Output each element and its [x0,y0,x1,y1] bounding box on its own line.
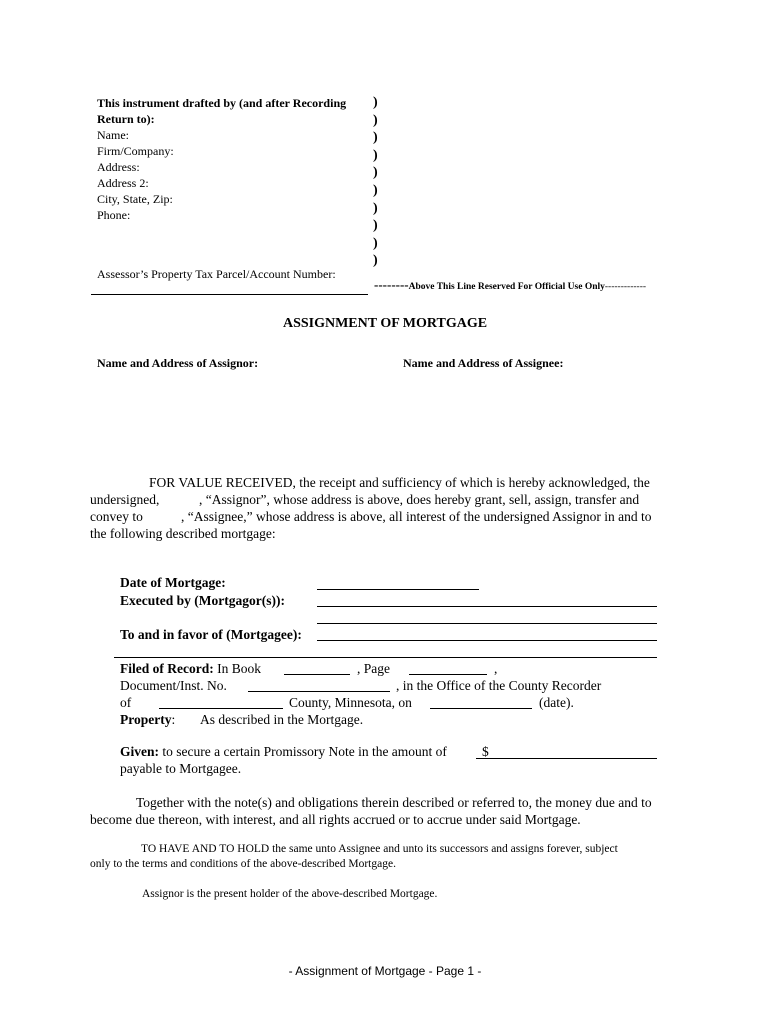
mortgagee-blank-1[interactable] [317,640,657,641]
parcel-rule [91,294,368,295]
assignor-label: Name and Address of Assignor: [97,356,259,370]
field-firm-label: Firm/Company: [97,144,174,158]
county-text: County, Minnesota, on [289,695,412,710]
paren: ) [373,218,378,234]
document-no-label: Document/Inst. No. [120,678,227,693]
date-paren-text: (date). [539,695,574,710]
paren: ) [373,182,378,198]
of-label: of [120,695,132,710]
given-line [120,743,447,760]
page-blank[interactable] [409,674,487,675]
intro-line2b: , “Assignor”, whose address is above, does hereby grant, sell, assign, transfer and [199,492,640,507]
property-text: As described in the Mortgage. [200,712,364,727]
given-text: to secure a certain Promissory Note in the amount of [162,744,447,759]
reserved-dashes: -------- [374,277,409,292]
reserved-line [374,276,646,294]
intro-line1: FOR VALUE RECEIVED, the receipt and sufficiency of which is hereby acknowledged, the [149,475,650,490]
date-of-mortgage-blank[interactable] [317,589,479,590]
payable-text: payable to Mortgagee. [120,761,242,776]
mortgagor-blank-2[interactable] [317,623,657,624]
field-phone-label: Phone: [97,208,131,222]
together-line2: become due thereon, with interest, and all rights accrued or to accrue under said Mortgage. [90,812,581,827]
together-line1: Together with the note(s) and obligations therein described or referred to, the money due and to [136,795,652,810]
page-footer: - Assignment of Mortgage - Page 1 - [288,964,482,978]
drafted-by-line1: This instrument drafted by (and after Recording [97,96,347,110]
document-no-blank[interactable] [248,691,390,692]
intro-line3a: convey to [90,509,143,524]
mortgagee-blank-2[interactable] [114,657,657,658]
document-title: ASSIGNMENT OF MORTGAGE [282,316,488,331]
intro-line3b: , “Assignee,” whose address is above, all interest of the undersigned Assignor in and to [181,509,652,524]
holder-statement: Assignor is the present holder of the above-described Mortgage. [142,888,438,900]
record-date-blank[interactable] [430,708,532,709]
intro-line4: the following described mortgage: [90,526,276,541]
reserved-tail: ------------- [604,282,647,292]
paren-column [373,94,383,270]
comma-text: , [494,661,498,676]
paren: ) [373,130,378,146]
paren: ) [373,95,378,110]
page-text: , Page [357,661,390,676]
date-of-mortgage-label: Date of Mortgage: [120,575,226,590]
paren: ) [373,235,378,251]
executed-by-label: Executed by (Mortgagor(s)): [120,593,285,608]
reserved-text: Above This Line Reserved For Official Use Only [408,282,605,292]
field-address-label: Address: [97,160,140,174]
dollar-sign: $ [482,744,489,759]
parcel-label: Assessor’s Property Tax Parcel/Account Number: [97,267,336,281]
paren: ) [373,112,378,128]
field-name-label: Name: [97,128,129,142]
intro-line2a: undersigned, [90,492,160,507]
book-blank[interactable] [284,674,350,675]
given-label: Given: [120,744,159,759]
mortgagee-label: To and in favor of (Mortgagee): [120,627,302,642]
assignee-label: Name and Address of Assignee: [403,356,564,370]
property-label: Property [120,712,172,727]
field-city-label: City, State, Zip: [97,192,173,206]
paren: ) [373,253,378,269]
habendum-line1: TO HAVE AND TO HOLD the same unto Assignee and unto its successors and assigns forever, subject [141,843,618,855]
mortgagor-blank-1[interactable] [317,606,657,607]
field-address2-label: Address 2: [97,176,149,190]
paren: ) [373,200,378,216]
amount-blank[interactable] [476,758,657,759]
filed-of-record-line [120,660,261,677]
property-line [120,711,175,728]
paren: ) [373,147,378,163]
office-text: , in the Office of the County Recorder [396,678,602,693]
property-colon: : [171,712,176,727]
county-blank[interactable] [159,708,283,709]
drafted-by-line2: Return to): [97,112,155,126]
paren: ) [373,165,378,181]
in-book-text: In Book [217,661,261,676]
habendum-line2: only to the terms and conditions of the above-described Mortgage. [90,858,396,870]
filed-of-record-label: Filed of Record: [120,661,214,676]
